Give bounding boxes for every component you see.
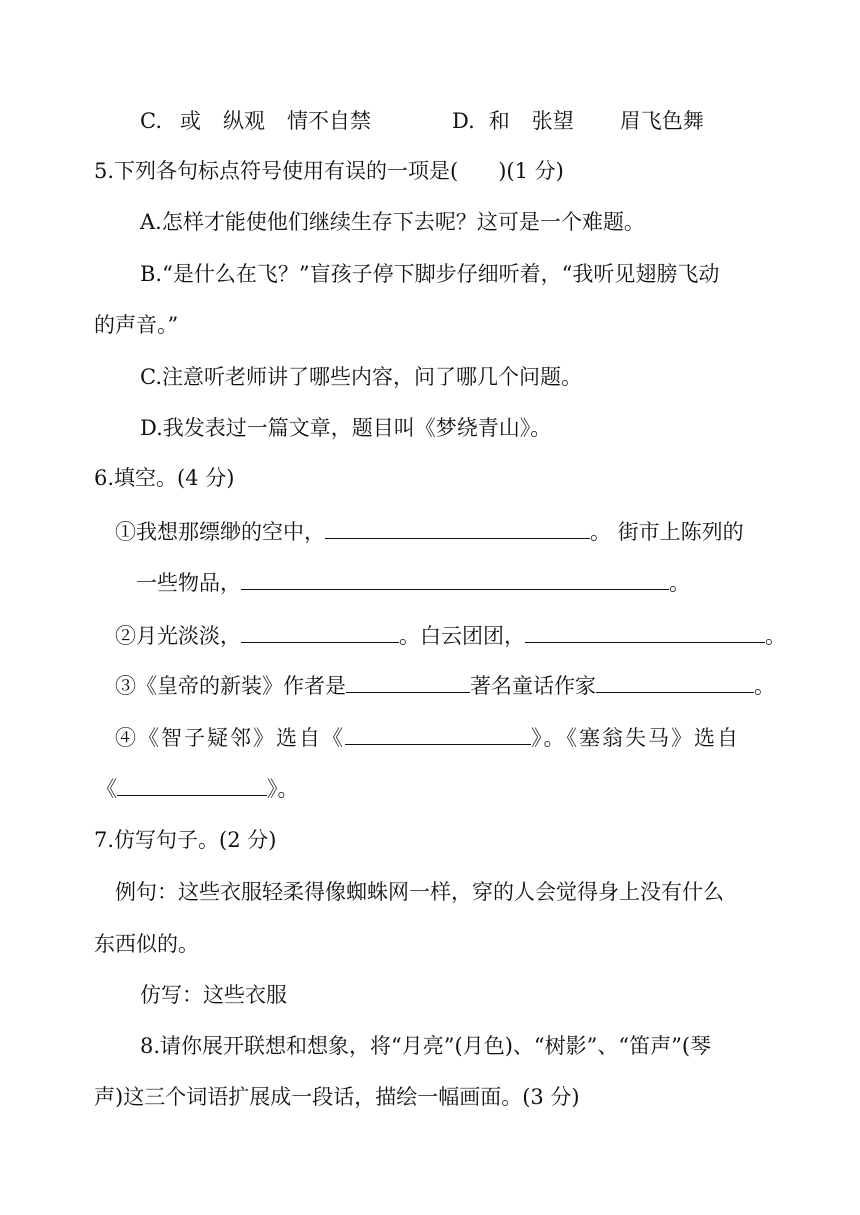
- q5-stem: [94, 156, 564, 186]
- q6-item3-text: ③《皇帝的新装》作者是: [115, 674, 346, 698]
- q6-item2-blank1[interactable]: [241, 620, 399, 643]
- q6-item4-line2: [96, 773, 299, 803]
- q6-item1-blank2[interactable]: [241, 567, 669, 590]
- q6-stem: 6.填空。(4 分): [94, 466, 235, 490]
- q4-option-d-word3: 眉飞色舞: [619, 109, 704, 133]
- q6-item1-line2: [136, 567, 690, 597]
- q4-option-c-word1: 或: [180, 109, 201, 133]
- q6-item1-text3: 一些物品，: [136, 571, 241, 595]
- q4-options-cd: [140, 106, 371, 136]
- q4-option-d-label: D.: [452, 109, 475, 133]
- q4-option-d-word1: 和: [488, 109, 510, 133]
- q4-option-d: [452, 106, 704, 136]
- q6-item3-text2: 著名童话作家: [470, 674, 596, 698]
- q6-item4-end: 》。: [267, 777, 299, 801]
- q6-item2-end: 。: [765, 624, 786, 648]
- q6-item1-end: 。: [669, 571, 690, 595]
- q6-item2: [115, 620, 786, 650]
- q6-item3-blank1[interactable]: [346, 670, 470, 693]
- q6-item1-blank1[interactable]: [325, 516, 590, 539]
- q6-item4-line1: [115, 722, 740, 752]
- q6-item4-text: ④《智子疑邻》选自《: [115, 726, 345, 750]
- q5-option-b-line1: B.“是什么在飞？”盲孩子停下脚步仔细听着，“我听见翅膀飞动: [140, 262, 720, 286]
- q5-option-b-line2: 的声音。”: [94, 313, 179, 337]
- q5-option-c: C.注意听老师讲了哪些内容，问了哪几个问题。: [140, 365, 582, 389]
- q6-item4-text3: 《: [96, 777, 117, 801]
- q6-item4-blank1[interactable]: [345, 722, 531, 745]
- q6-item3-blank2[interactable]: [596, 670, 754, 693]
- q6-item2-blank2[interactable]: [525, 620, 765, 643]
- q8-line1: 8.请你展开联想和想象，将“月亮”(月色)、“树影”、“笛声”(琴: [140, 1034, 712, 1058]
- q6-item1-text: ①我想那缥缈的空中，: [115, 520, 325, 544]
- q4-option-c-word2: 纵观: [223, 109, 265, 133]
- q6-item4-text2: 》。《塞翁失马》选自: [531, 726, 740, 750]
- q8-line2: 声)这三个词语扩展成一段话，描绘一幅画面。(3 分): [94, 1085, 580, 1109]
- q5-option-a: A.怎样才能使他们继续生存下去呢？这可是一个难题。: [140, 210, 645, 234]
- q7-stem: 7.仿写句子。(2 分): [94, 828, 277, 852]
- q6-item1-text2: 。 街市上陈列的: [590, 520, 744, 544]
- q5-stem-score: )(1 分): [498, 159, 564, 183]
- q7-example-line1: 例句：这些衣服轻柔得像蜘蛛网一样，穿的人会觉得身上没有什么: [115, 880, 724, 904]
- q6-item3: [115, 670, 775, 700]
- q4-option-c-word3: 情不自禁: [287, 109, 371, 133]
- q5-option-d: D.我发表过一篇文章，题目叫《梦绕青山》。: [140, 416, 552, 440]
- q6-item1-line1: [115, 516, 744, 546]
- q7-imitate: 仿写：这些衣服: [140, 983, 287, 1007]
- q6-item3-end: 。: [754, 674, 775, 698]
- q4-option-d-word2: 张望: [531, 109, 574, 133]
- q6-item2-text: ②月光淡淡，: [115, 624, 241, 648]
- q6-item2-text2: 。白云团团，: [399, 624, 525, 648]
- q7-example-line2: 东西似的。: [94, 932, 199, 956]
- q4-option-c-label: C.: [140, 109, 162, 133]
- q5-stem-text: 5.下列各句标点符号使用有误的一项是(: [94, 159, 459, 183]
- q6-item4-blank2[interactable]: [117, 773, 267, 796]
